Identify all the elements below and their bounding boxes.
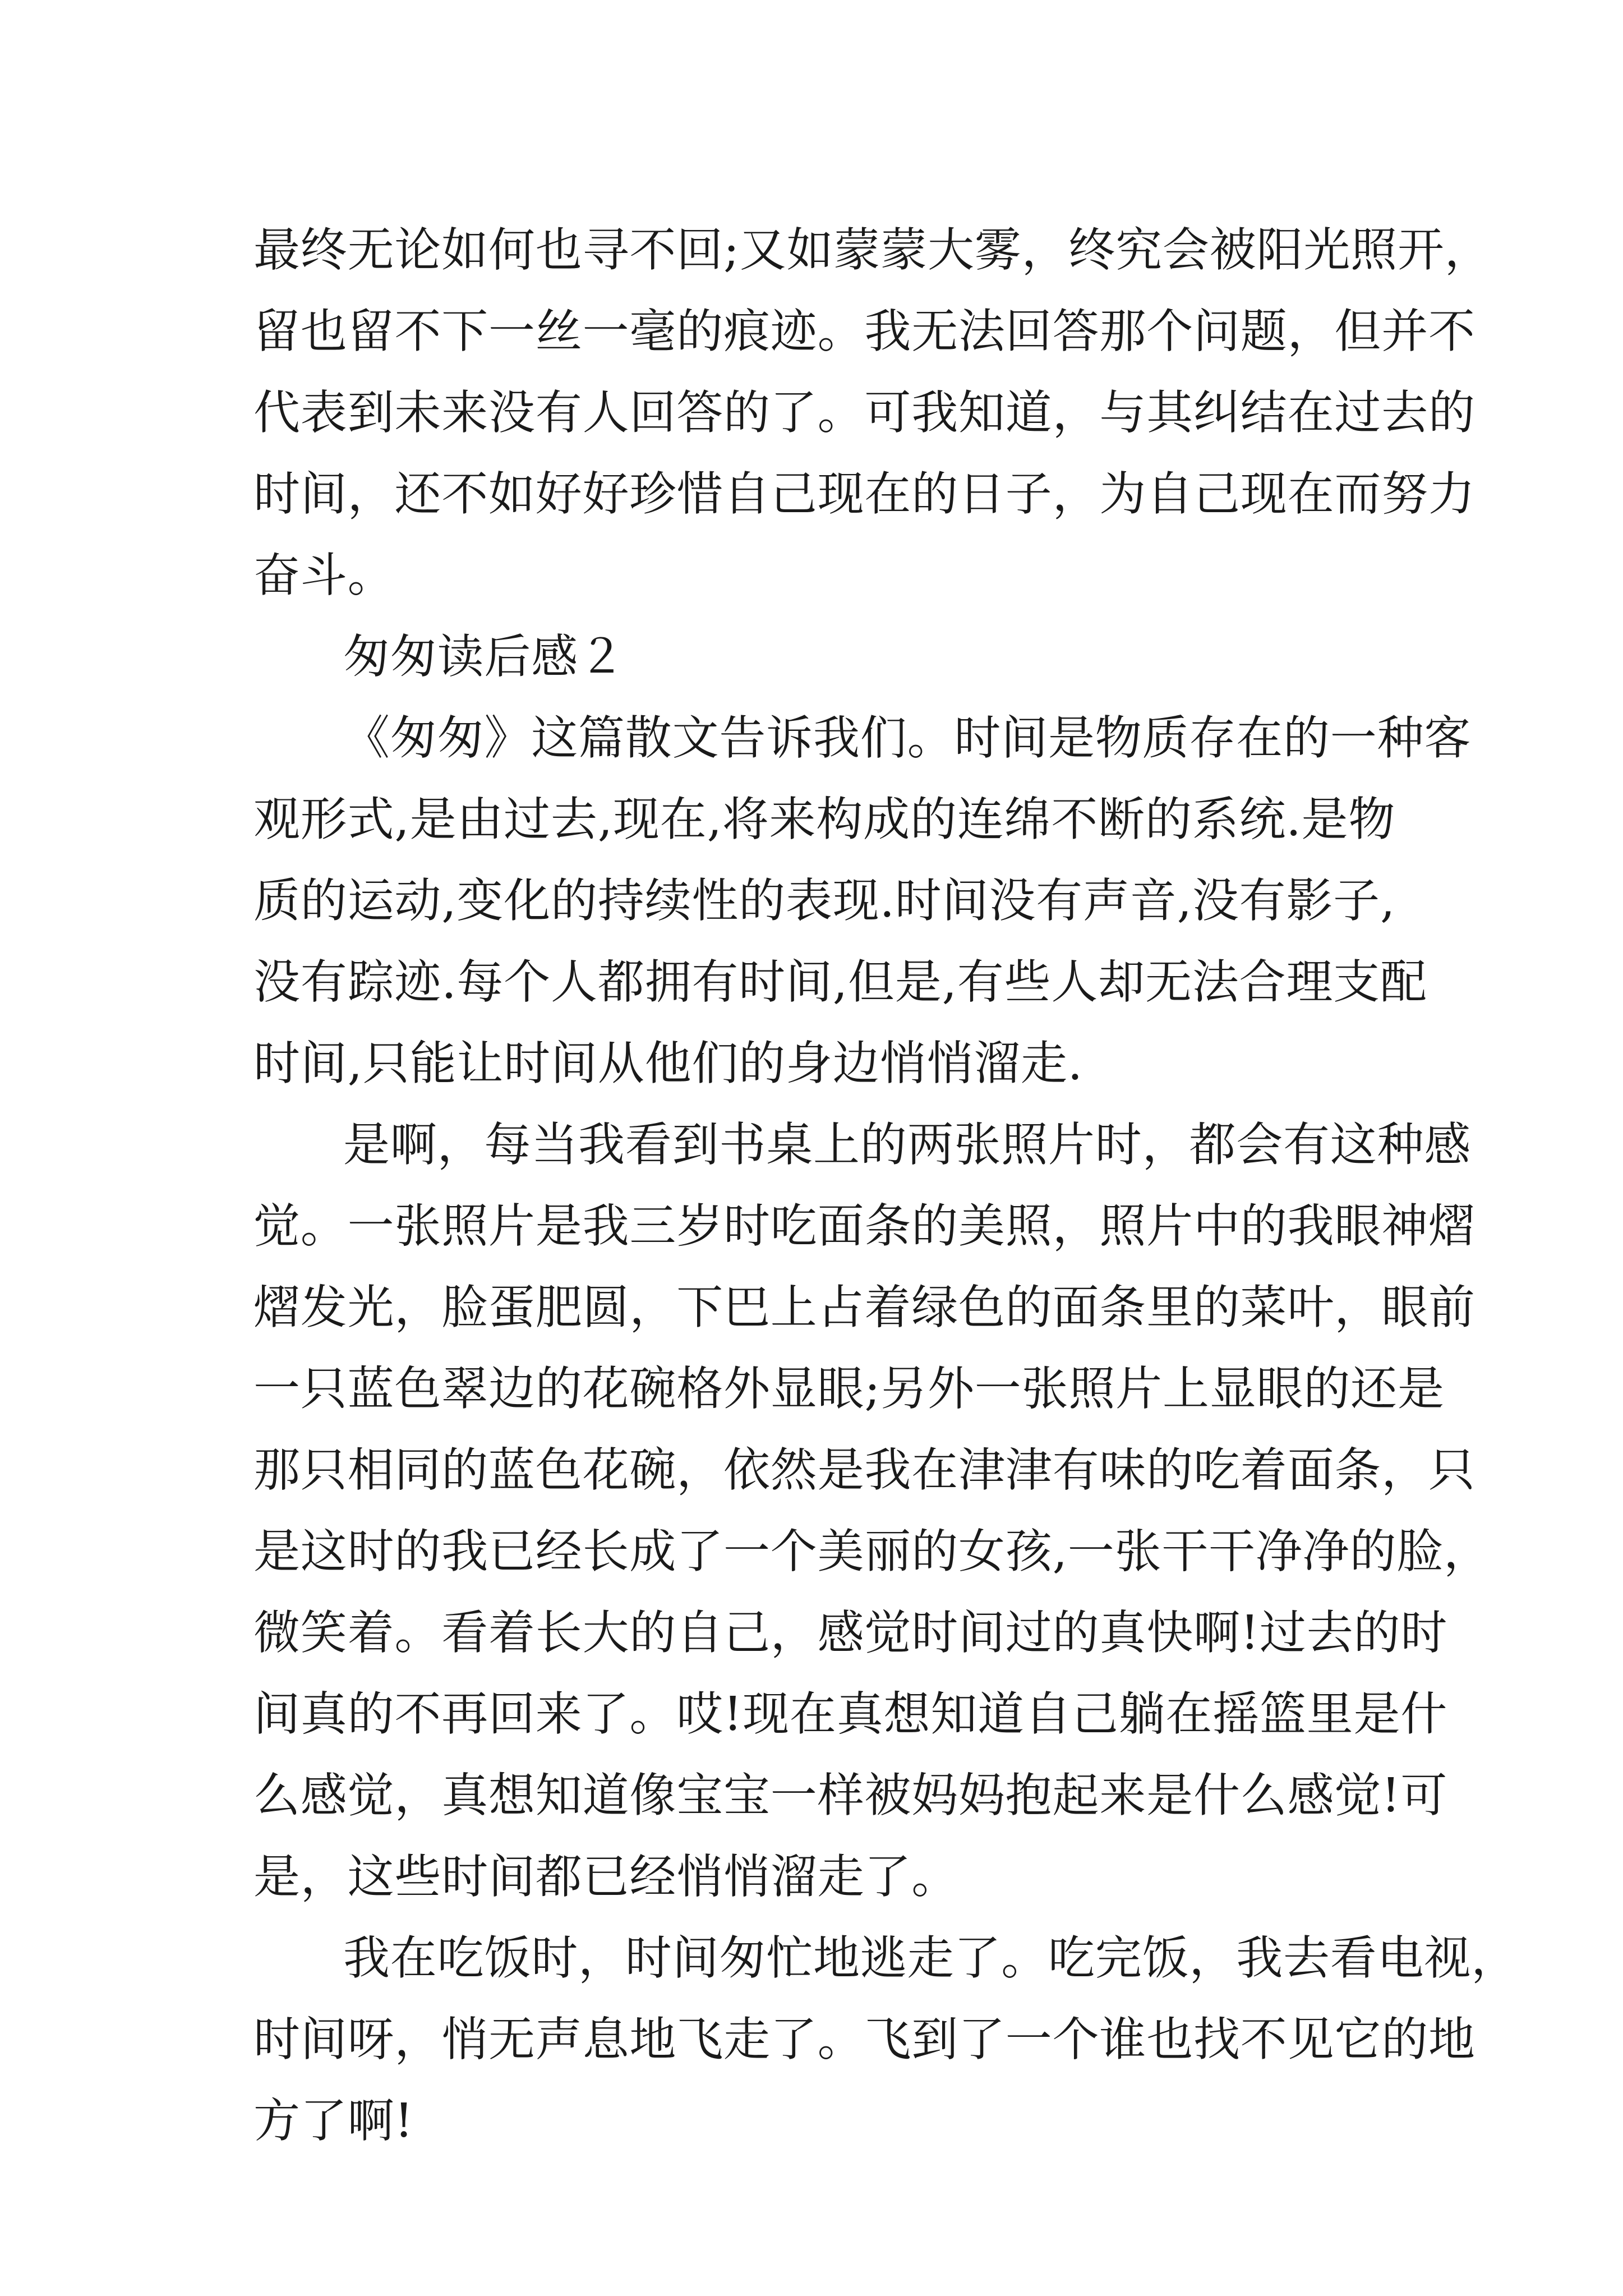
text-line: 方了啊!: [253, 2093, 414, 2148]
text-line: 是这时的我已经长成了一个美丽的女孩,一张干干净净的脸，: [253, 1524, 1491, 1579]
text-line: 《匆匆》这篇散文告诉我们。时间是物质存在的一种客: [343, 711, 1472, 765]
text-line: 么感觉，真想知道像宝宝一样被妈妈抱起来是什么感觉!可: [253, 1768, 1448, 1823]
text-line: 时间,只能让时间从他们的身边悄悄溜走.: [253, 1036, 1083, 1091]
text-line: 最终无论如何也寻不回;又如蒙蒙大雾，终究会被阳光照开，: [253, 223, 1492, 277]
text-line: 时间呀，悄无声息地飞走了。飞到了一个谁也找不见它的地: [253, 2012, 1476, 2067]
text-line: 代表到未来没有人回答的了。可我知道，与其纠结在过去的: [253, 385, 1476, 440]
text-line: 奋斗。: [253, 548, 395, 602]
text-line: 我在吃饭时，时间匆忙地逃走了。吃完饭，我去看电视，: [343, 1931, 1518, 1985]
text-line: 熠发光，脸蛋肥圆，下巴上占着绿色的面条里的菜叶，眼前: [253, 1280, 1476, 1335]
text-line: 觉。一张照片是我三岁时吃面条的美照，照片中的我眼神熠: [253, 1199, 1476, 1253]
text-line: 一只蓝色翠边的花碗格外显眼;另外一张照片上显眼的还是: [253, 1361, 1445, 1416]
text-line: 间真的不再回来了。哎!现在真想知道自己躺在摇篮里是什: [253, 1687, 1448, 1741]
text-line: 是啊，每当我看到书桌上的两张照片时，都会有这种感: [343, 1117, 1472, 1172]
text-line: 是，这些时间都已经悄悄溜走了。: [253, 1849, 958, 1904]
text-line: 那只相同的蓝色花碗，依然是我在津津有味的吃着面条，只: [253, 1443, 1476, 1497]
text-line: 质的运动,变化的持续性的表现.时间没有声音,没有影子,: [253, 873, 1396, 928]
text-line: 没有踪迹.每个人都拥有时间,但是,有些人却无法合理支配: [253, 955, 1427, 1009]
text-line: 观形式,是由过去,现在,将来构成的连绵不断的系统.是物: [253, 792, 1396, 846]
text-line: 微笑着。看着长大的自己，感觉时间过的真快啊!过去的时: [253, 1605, 1448, 1660]
text-line: 留也留不下一丝一毫的痕迹。我无法回答那个问题，但并不: [253, 304, 1476, 358]
document-body: [253, 209, 1518, 2161]
text-line: 时间，还不如好好珍惜自己现在的日子，为自己现在而努力: [253, 467, 1476, 521]
section-heading: 匆匆读后感２: [343, 629, 625, 684]
